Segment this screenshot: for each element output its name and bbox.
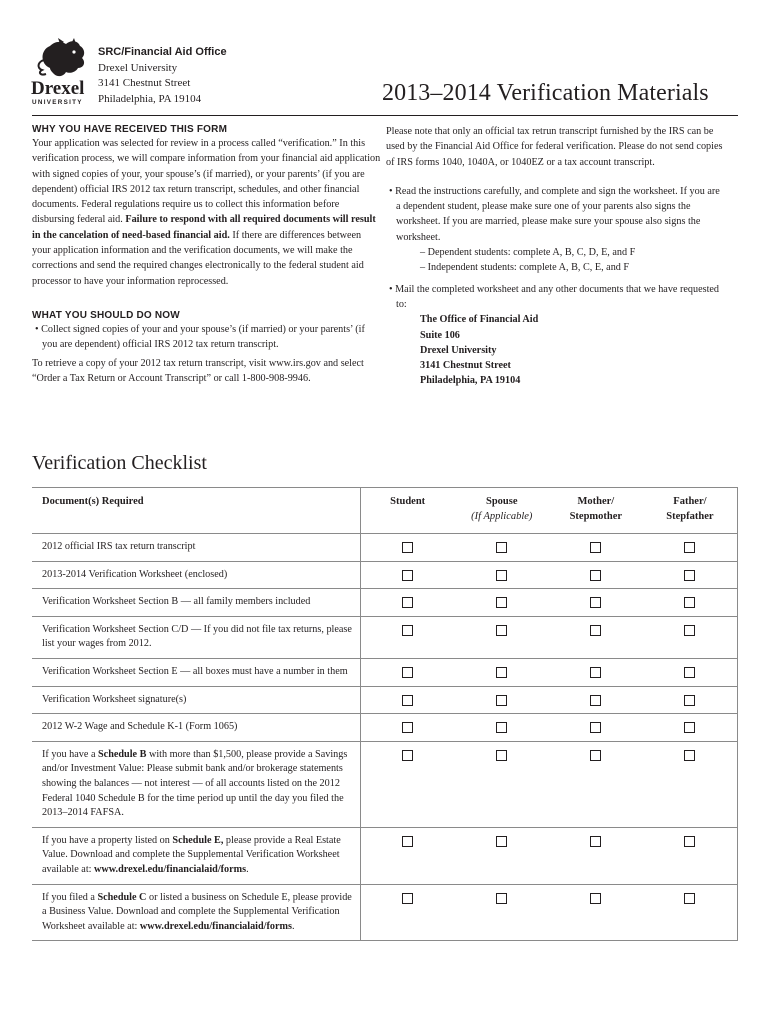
read-instructions-bullet: • Read the instructions carefully, and complete and sign the worksheet. If you are a dependent student, please make sure one of your parents also signs the worksheet. If you are married, please make sure your spouse also signs the worksheet. [389, 185, 720, 243]
father-checkbox-cell [643, 884, 738, 941]
spouse-checkbox[interactable] [496, 722, 507, 733]
mother-checkbox[interactable] [590, 542, 601, 553]
table-row [32, 741, 738, 827]
mother-checkbox-cell [549, 561, 643, 589]
spouse-checkbox[interactable] [496, 836, 507, 847]
document-text: 2012 W-2 Wage and Schedule K-1 (Form 1065) [42, 721, 238, 733]
header-divider [32, 115, 738, 116]
student-checkbox-cell [360, 884, 455, 941]
student-checkbox-cell [360, 658, 455, 686]
document-required-cell [32, 714, 360, 742]
student-checkbox-cell [360, 686, 455, 714]
header-mother-line-2: Stepmother [569, 510, 623, 522]
mother-checkbox[interactable] [590, 893, 601, 904]
office-name: SRC/Financial Aid Office [98, 46, 227, 58]
spouse-checkbox-cell [455, 534, 549, 562]
student-checkbox-cell [360, 561, 455, 589]
student-checkbox[interactable] [402, 893, 413, 904]
mother-checkbox-cell [549, 658, 643, 686]
document-text: If you filed a [42, 891, 98, 903]
mother-checkbox[interactable] [590, 695, 601, 706]
mail-bullet: • Mail the completed worksheet and any other documents that we have requested to: [389, 283, 720, 310]
mother-checkbox-cell [549, 686, 643, 714]
document-text: or listed a business on Schedule E, please provide a Business Value. Download and complete the Supplemental Verification Worksheet available at: [42, 891, 352, 932]
table-header-row [32, 488, 738, 534]
student-checkbox-cell [360, 534, 455, 562]
document-text-bold: www.drexel.edu/financialaid/forms [139, 920, 292, 932]
student-checkbox-cell [360, 589, 455, 617]
irs-note: Please note that only an official tax retrun transcript furnished by the IRS can be used by the Financial Aid Office for federal verification. Please do not send copies of IRS forms 1040, 1040A, or 1040EZ or a tax account transcript. [386, 126, 723, 168]
spouse-checkbox-cell [455, 884, 549, 941]
document-text: If you have a [42, 748, 99, 760]
spouse-checkbox-cell [455, 714, 549, 742]
document-text: Verification Worksheet Section C/D — If you did not file tax returns, please list your wages from 2012. [42, 623, 352, 650]
father-checkbox-cell [643, 589, 738, 617]
spouse-checkbox-cell [455, 741, 549, 827]
spouse-checkbox[interactable] [496, 625, 507, 636]
document-text: Verification Worksheet signature(s) [42, 693, 187, 705]
father-checkbox-cell [643, 534, 738, 562]
mother-checkbox[interactable] [590, 625, 601, 636]
document-text-bold: Schedule C [97, 891, 147, 903]
table-row [32, 884, 738, 941]
mother-checkbox-cell [549, 884, 643, 941]
mother-checkbox-cell [549, 589, 643, 617]
spouse-checkbox[interactable] [496, 542, 507, 553]
spouse-checkbox[interactable] [496, 597, 507, 608]
mail-address-line: Drexel University [420, 344, 497, 356]
header-student: Student [360, 488, 455, 534]
retrieve-text: To retrieve a copy of your 2012 tax return transcript, visit www.irs.gov and select “Order a Tax Return or Account Transcript” or call 1-800-908-9946. [32, 357, 364, 384]
table-row [32, 658, 738, 686]
father-checkbox-cell [643, 827, 738, 884]
father-checkbox[interactable] [684, 722, 695, 733]
student-checkbox-cell [360, 714, 455, 742]
document-required-cell [32, 589, 360, 617]
student-checkbox[interactable] [402, 722, 413, 733]
father-checkbox[interactable] [684, 750, 695, 761]
document-text: . [246, 863, 249, 875]
collect-bullet: • Collect signed copies of your and your spouse’s (if married) or your parents’ (if you are dependent) official IRS 2012 tax return transcript. [35, 323, 365, 351]
father-checkbox[interactable] [684, 836, 695, 847]
spouse-checkbox[interactable] [496, 750, 507, 761]
table-row [32, 589, 738, 617]
document-text: If you have a property listed on [42, 834, 173, 846]
mail-address-line: The Office of Financial Aid [420, 314, 539, 326]
checklist-title: Verification Checklist [32, 452, 207, 474]
document-text: Verification Worksheet Section E — all boxes must have a number in them [42, 665, 348, 677]
address-line: Philadelphia, PA 19104 [98, 92, 202, 105]
mother-checkbox[interactable] [590, 722, 601, 733]
document-title: 2013–2014 Verification Materials [382, 80, 709, 106]
header-mother-line-1: Mother/ [577, 496, 615, 507]
document-text: . [291, 920, 295, 932]
father-checkbox-cell [643, 714, 738, 742]
mother-checkbox-cell [549, 827, 643, 884]
document-required-cell [32, 827, 360, 884]
document-required-cell [32, 686, 360, 714]
drexel-dragon-logo-icon [30, 38, 94, 106]
spouse-checkbox-cell [455, 658, 549, 686]
table-row [32, 534, 738, 562]
mother-checkbox-cell [549, 714, 643, 742]
document-text-bold: Schedule E, [172, 834, 224, 846]
document-text: with more than $1,500, please provide a Savings and/or Investment Value: Please submit bank and/or brokerage statements showing the balances — not interest — of all accounts listed on the 2012 Federal 1040 Schedule B for the time period up until the day you filed the 2013–2014 FAFSA. [42, 748, 348, 819]
left-column [32, 124, 382, 386]
spouse-checkbox-cell [455, 616, 549, 658]
mother-checkbox-cell [549, 534, 643, 562]
father-checkbox[interactable] [684, 893, 695, 904]
mother-checkbox-cell [549, 616, 643, 658]
mail-address-line: Suite 106 [420, 329, 460, 341]
address-line: Drexel University [98, 61, 178, 74]
mother-checkbox[interactable] [590, 570, 601, 581]
header-mother [549, 488, 643, 534]
checklist-body [32, 534, 738, 941]
spouse-checkbox[interactable] [496, 570, 507, 581]
table-row [32, 561, 738, 589]
table-row [32, 686, 738, 714]
header-spouse [455, 488, 549, 534]
document-text: 2012 official IRS tax return transcript [42, 541, 196, 552]
father-checkbox-cell [643, 686, 738, 714]
header-spouse-note: (If Applicable) [471, 510, 533, 522]
student-checkbox[interactable] [402, 542, 413, 553]
father-checkbox[interactable] [684, 570, 695, 581]
spouse-checkbox-cell [455, 561, 549, 589]
why-heading: WHY YOU HAVE RECEIVED THIS FORM [32, 124, 228, 135]
spouse-checkbox[interactable] [496, 893, 507, 904]
document-required-cell [32, 658, 360, 686]
header-documents-required: Document(s) Required [32, 488, 360, 534]
student-checkbox[interactable] [402, 836, 413, 847]
mail-address-line: Philadelphia, PA 19104 [420, 375, 521, 387]
spouse-checkbox[interactable] [496, 667, 507, 678]
logo-subword: UNIVERSITY [32, 99, 83, 106]
student-checkbox[interactable] [402, 667, 413, 678]
student-checkbox[interactable] [402, 750, 413, 761]
father-checkbox[interactable] [684, 542, 695, 553]
header-father [643, 488, 738, 534]
header-spouse-label: Spouse [486, 496, 518, 507]
document-text-bold: Schedule B [98, 748, 147, 760]
office-address-block [98, 45, 227, 107]
mother-checkbox[interactable] [590, 750, 601, 761]
header-father-line-2: Stepfather [666, 510, 714, 522]
father-checkbox[interactable] [684, 625, 695, 636]
father-checkbox-cell [643, 561, 738, 589]
mail-address-line: 3141 Chestnut Street [420, 360, 511, 372]
student-checkbox[interactable] [402, 570, 413, 581]
father-checkbox[interactable] [684, 667, 695, 678]
spouse-checkbox-cell [455, 686, 549, 714]
right-column [386, 124, 726, 389]
spouse-checkbox[interactable] [496, 695, 507, 706]
dependent-students-item: – Dependent students: complete A, B, C, D, E, and F [420, 247, 636, 259]
table-row [32, 616, 738, 658]
document-text: please provide a Real Estate Value. Download and complete the Supplemental Verification Worksheet available at: [42, 834, 341, 875]
student-checkbox-cell [360, 827, 455, 884]
document-required-cell [32, 884, 360, 941]
table-row [32, 827, 738, 884]
student-checkbox[interactable] [402, 597, 413, 608]
father-checkbox-cell [643, 616, 738, 658]
father-checkbox-cell [643, 658, 738, 686]
document-text: Verification Worksheet Section B — all family members included [42, 596, 311, 608]
address-line: 3141 Chestnut Street [98, 77, 191, 89]
student-checkbox[interactable] [402, 695, 413, 706]
document-required-cell [32, 616, 360, 658]
verification-checklist-table [32, 487, 738, 941]
spouse-checkbox-cell [455, 827, 549, 884]
father-checkbox[interactable] [684, 695, 695, 706]
document-required-cell [32, 534, 360, 562]
mother-checkbox[interactable] [590, 667, 601, 678]
mother-checkbox[interactable] [590, 836, 601, 847]
independent-students-item: – Independent students: complete A, B, C, E, and F [420, 262, 630, 274]
mother-checkbox-cell [549, 741, 643, 827]
document-text-bold: www.drexel.edu/financialaid/forms [94, 863, 247, 875]
why-text-2: If there are differences between your application information and the verification documents, we will make the corrections and send the required changes electronically to the federal student aid processor to have your information reprocessed. [32, 229, 364, 287]
mother-checkbox[interactable] [590, 597, 601, 608]
why-text-1: Your application was selected for review in a process called “verification.” In this verification process, we will compare information from your financial aid application with signed copies of your, your spouse’s (if married), or your parents’ (if you are dependent) official IRS 2012 tax return transcript, schedules, and other financial documents. Federal regulations require us to collect this information before disbursing federal aid. [32, 138, 381, 226]
father-checkbox[interactable] [684, 597, 695, 608]
logo-wordmark: Drexel [31, 78, 85, 99]
document-required-cell [32, 561, 360, 589]
spouse-checkbox-cell [455, 589, 549, 617]
student-checkbox-cell [360, 741, 455, 827]
document-required-cell [32, 741, 360, 827]
should-heading: WHAT YOU SHOULD DO NOW [32, 309, 180, 321]
table-row [32, 714, 738, 742]
why-text-bold: Failure to respond with all required documents will result in the cancelation of need-based financial aid. [32, 214, 376, 241]
student-checkbox-cell [360, 616, 455, 658]
student-checkbox[interactable] [402, 625, 413, 636]
header-father-line-1: Father/ [673, 496, 707, 507]
document-text: 2013-2014 Verification Worksheet (enclosed) [42, 568, 228, 580]
why-paragraph [32, 136, 382, 289]
father-checkbox-cell [643, 741, 738, 827]
